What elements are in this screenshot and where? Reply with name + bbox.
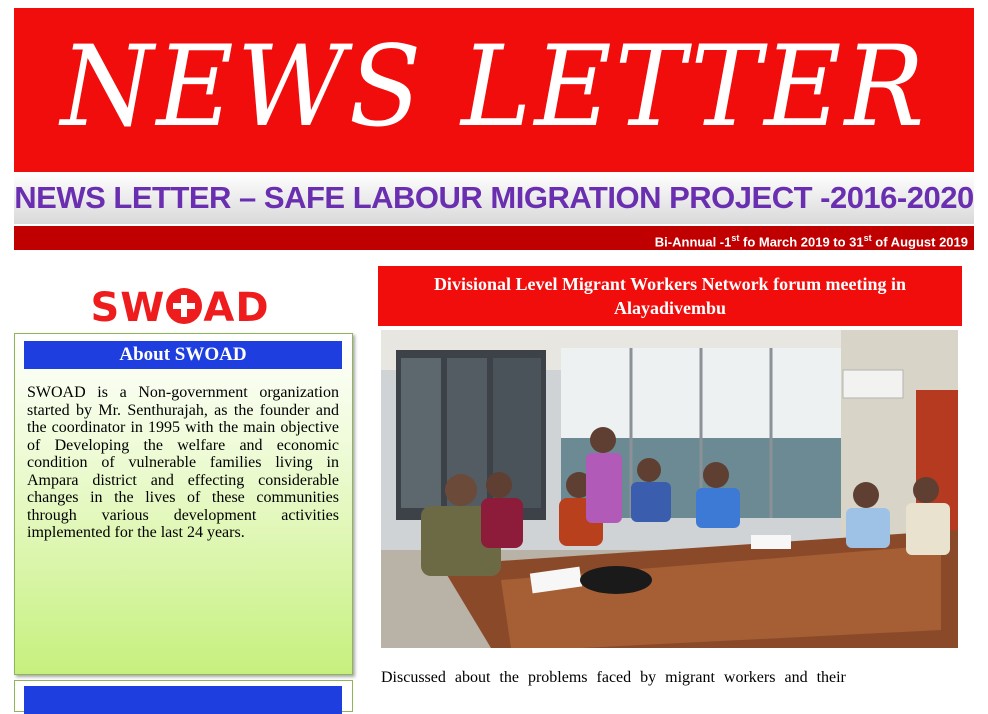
logo-text-start: SW (90, 285, 166, 331)
plus-circle-icon (166, 288, 202, 324)
meeting-photo-illustration (381, 330, 958, 648)
article-title (378, 266, 962, 326)
logo-text-end: AD (203, 285, 270, 331)
date-bar (14, 226, 974, 250)
issue-date-part3: of August 2019 (871, 234, 968, 250)
newsletter-subtitle: NEWS LETTER – SAFE LABOUR MIGRATION PROJECT -2016-2020 (14, 180, 974, 215)
next-section-title-bar (24, 686, 342, 714)
issue-date-sup1: st (731, 233, 740, 243)
issue-date-part2: fo March 2019 to 31 (739, 234, 864, 250)
newsletter-banner (14, 8, 974, 172)
swoad-logo (60, 282, 300, 334)
about-text: SWOAD is a Non-government organization started by Mr. Senthurajah, as the founder and the coordinator in 1995 with the main objective of Developing the welfare and economic condition of vulnerable families living in Ampara district and effecting considerable changes in the lives of these communities through various development activities implemented for the last 24 years. (27, 384, 339, 541)
about-title: About SWOAD (24, 341, 342, 369)
next-section-box (14, 680, 353, 712)
meeting-photo (381, 330, 958, 648)
issue-date-sup2: st (863, 233, 872, 243)
about-swoad-box (14, 333, 353, 675)
banner-title: NEWS LETTER (60, 21, 928, 152)
subtitle-band (14, 172, 974, 224)
issue-date (655, 229, 968, 251)
article-body: Discussed about the problems faced by migrant workers and their (381, 669, 846, 686)
issue-date-part1: Bi-Annual -1 (654, 234, 732, 250)
article-title-text: Divisional Level Migrant Workers Network forum meeting in Alayadivembu (433, 274, 907, 318)
